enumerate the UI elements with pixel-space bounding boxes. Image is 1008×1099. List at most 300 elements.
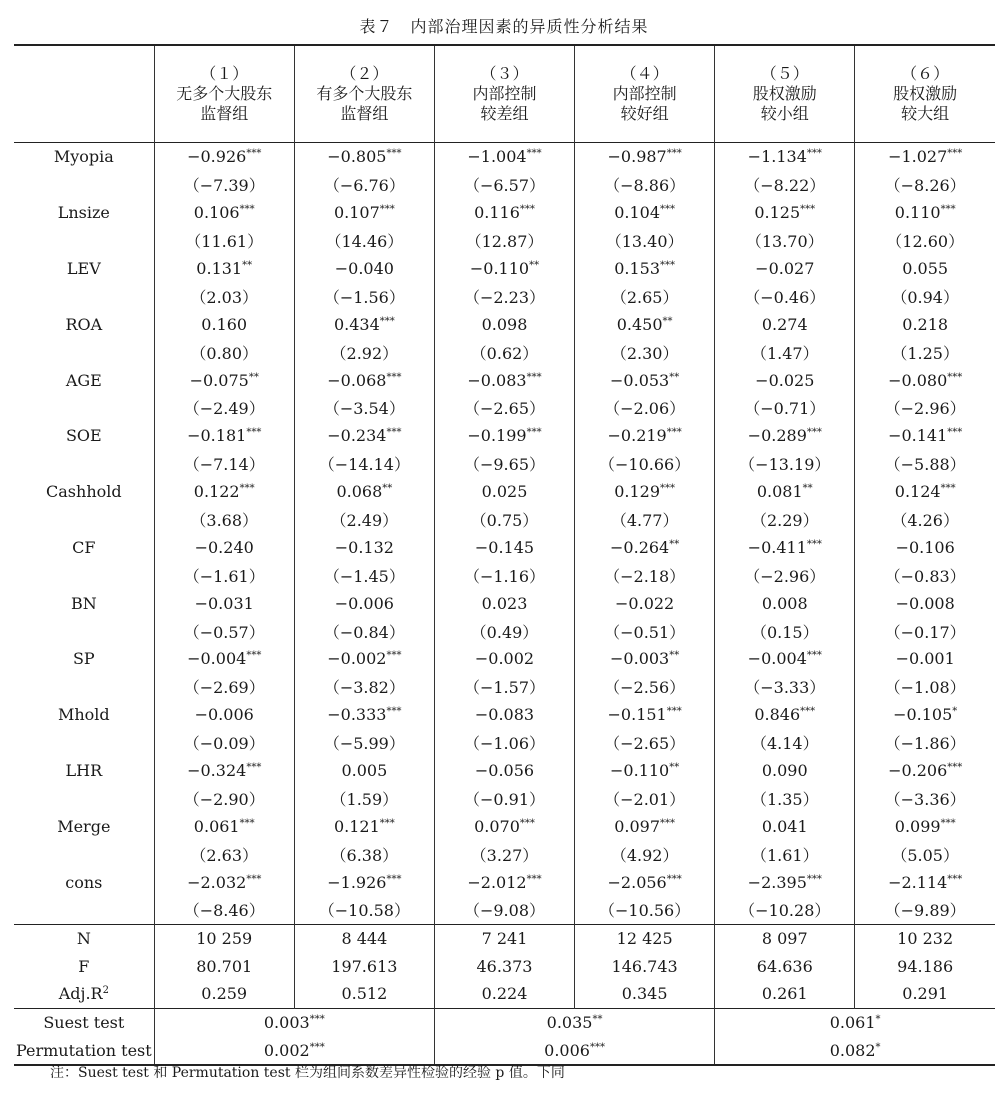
coefficient-cell-value: 0.097 [614, 816, 661, 836]
table-row [14, 953, 995, 981]
t-stat-cell-value: （0.62） [470, 343, 539, 363]
stat-cell [154, 980, 294, 1008]
t-stat-cell [575, 840, 715, 868]
t-stat-cell-value: （14.46） [325, 232, 404, 252]
stat-cell [294, 924, 434, 952]
coefficient-cell-value: 0.068 [336, 482, 383, 502]
t-stat-cell [855, 784, 995, 812]
t-stat-cell-value: （−2.18） [604, 566, 686, 586]
significance-stars: *** [246, 148, 262, 160]
test-cell [154, 1036, 434, 1065]
significance-stars: *** [660, 204, 676, 216]
significance-stars: *** [239, 483, 255, 495]
significance-stars: *** [806, 148, 822, 160]
table-row [14, 757, 995, 785]
t-stat-cell-value: （1.25） [891, 343, 959, 363]
t-stat-cell [434, 840, 574, 868]
coefficient-cell-value: 0.081 [756, 482, 803, 502]
coefficient-cell-value: 0.070 [474, 816, 520, 836]
significance-stars: *** [666, 706, 682, 718]
t-stat-cell [434, 729, 574, 757]
t-stat-cell [154, 282, 294, 310]
significance-stars: *** [246, 762, 262, 774]
t-stat-cell [575, 282, 715, 310]
blank-cell [14, 282, 154, 310]
coefficient-cell [715, 812, 855, 840]
t-stat-cell [855, 282, 995, 310]
blank-cell [14, 338, 154, 366]
stat-cell [855, 980, 995, 1008]
significance-stars: ** [248, 371, 259, 383]
column-header-1 [154, 45, 294, 143]
coefficient-cell [575, 701, 715, 729]
variable-name: Cashhold [46, 482, 122, 502]
t-stat-cell [855, 394, 995, 422]
t-stat-cell-value: （2.49） [330, 511, 399, 531]
significance-stars: ** [669, 650, 680, 662]
t-stat-cell [855, 673, 995, 701]
t-stat-cell [575, 784, 715, 812]
coefficient-cell [575, 199, 715, 227]
coefficient-cell-value: −0.151 [607, 705, 667, 725]
t-stat-cell [434, 896, 574, 924]
t-stat-cell [294, 227, 434, 255]
t-stat-cell-value: （−7.39） [183, 176, 265, 196]
significance-stars: *** [660, 817, 676, 829]
t-stat-cell-value: （0.75） [470, 511, 539, 531]
coefficient-cell-value: 0.218 [902, 314, 949, 334]
t-stat-cell-value: （−1.61） [183, 566, 265, 586]
coefficient-cell [154, 199, 294, 227]
table-row [14, 589, 995, 617]
t-stat-cell [855, 227, 995, 255]
coefficient-cell-value: −0.333 [327, 705, 387, 725]
t-stat-cell [575, 673, 715, 701]
coefficient-cell [855, 533, 995, 561]
t-stat-cell-value: （2.92） [330, 343, 399, 363]
column-header-line2: 较小组 [760, 104, 809, 123]
table-row [14, 338, 995, 366]
t-stat-cell [434, 784, 574, 812]
table-row [14, 980, 995, 1008]
stat-name [14, 980, 154, 1008]
t-stat-cell-value: （−2.96） [744, 566, 826, 586]
significance-stars: *** [246, 427, 262, 439]
significance-stars: ** [592, 1014, 603, 1026]
coefficient-cell [294, 757, 434, 785]
stat-cell-value: 146.743 [611, 956, 678, 976]
coefficient-cell-value: −0.004 [747, 649, 807, 669]
t-stat-cell-value: （−1.45） [323, 566, 405, 586]
coefficient-cell-value: 0.107 [333, 203, 380, 223]
stat-cell-value: 7 241 [481, 929, 528, 949]
significance-stars: *** [519, 817, 535, 829]
stat-cell-value: 46.373 [476, 956, 533, 976]
coefficient-cell [154, 143, 294, 171]
t-stat-cell [855, 561, 995, 589]
stat-cell-value: 80.701 [196, 956, 253, 976]
significance-stars: *** [666, 873, 682, 885]
coefficient-cell [855, 199, 995, 227]
t-stat-cell [715, 673, 855, 701]
t-stat-cell [715, 171, 855, 199]
coefficient-cell-value: 0.041 [761, 816, 808, 836]
coefficient-cell-value: 0.846 [754, 705, 801, 725]
table-row [14, 171, 995, 199]
t-stat-cell [715, 840, 855, 868]
significance-stars: *** [947, 873, 963, 885]
table-row [14, 924, 995, 952]
t-stat-cell-value: （−6.57） [463, 176, 546, 196]
coefficient-cell [434, 255, 574, 283]
coefficient-cell-value: −0.025 [755, 370, 815, 390]
t-stat-cell [154, 784, 294, 812]
coefficient-cell [715, 589, 855, 617]
coefficient-cell [855, 645, 995, 673]
t-stat-cell-value: （−9.08） [463, 901, 546, 921]
significance-stars: *** [386, 650, 402, 662]
coefficient-cell-value: 0.025 [481, 482, 528, 502]
blank-cell [14, 171, 154, 199]
coefficient-cell [575, 757, 715, 785]
coefficient-cell-value: −0.926 [187, 147, 247, 167]
test-cell-value: 0.003 [263, 1013, 310, 1033]
coefficient-cell-value: −0.106 [895, 537, 955, 557]
table-row [14, 1008, 995, 1036]
stat-cell-value: 197.613 [331, 956, 398, 976]
t-stat-cell [154, 561, 294, 589]
coefficient-cell [715, 478, 855, 506]
t-stat-cell [575, 338, 715, 366]
t-stat-cell [154, 896, 294, 924]
coefficient-cell-value: −1.004 [467, 147, 527, 167]
t-stat-cell [294, 617, 434, 645]
t-stat-cell-value: （−3.54） [323, 399, 405, 419]
t-stat-cell [154, 394, 294, 422]
t-stat-cell-value: （11.61） [185, 232, 264, 252]
t-stat-cell-value: （−9.65） [463, 455, 546, 475]
coefficient-cell [294, 366, 434, 394]
table-row [14, 533, 995, 561]
coefficient-cell [294, 478, 434, 506]
significance-stars: *** [379, 204, 395, 216]
coefficient-cell [575, 422, 715, 450]
coefficient-cell [575, 533, 715, 561]
test-name: Permutation test [14, 1036, 154, 1065]
coefficient-cell-value: 0.098 [481, 314, 528, 334]
table-row [14, 422, 995, 450]
column-header-line1: 无多个大股东 [176, 84, 273, 103]
coefficient-cell [434, 478, 574, 506]
test-cell-value: 0.082 [829, 1040, 876, 1060]
coefficient-cell-value: −1.926 [327, 872, 387, 892]
t-stat-cell-value: （1.61） [750, 845, 819, 865]
t-stat-cell-value: （−14.14） [318, 455, 410, 475]
significance-stars: *** [947, 762, 963, 774]
t-stat-cell [434, 282, 574, 310]
column-header-4 [575, 45, 715, 143]
stat-cell [294, 953, 434, 981]
coefficient-cell [434, 422, 574, 450]
t-stat-cell-value: （−8.26） [884, 176, 966, 196]
significance-stars: *** [940, 204, 956, 216]
blank-cell [14, 729, 154, 757]
t-stat-cell-value: （−2.23） [463, 287, 546, 307]
coefficient-cell-value: −0.987 [607, 147, 667, 167]
column-header-line2: 较差组 [480, 104, 529, 123]
t-stat-cell [434, 450, 574, 478]
t-stat-cell [434, 561, 574, 589]
column-header-line2: 监督组 [200, 104, 249, 123]
t-stat-cell [855, 729, 995, 757]
t-stat-cell [434, 171, 574, 199]
column-header-num: （３） [480, 64, 529, 83]
t-stat-cell [855, 896, 995, 924]
table-row [14, 366, 995, 394]
t-stat-cell [855, 617, 995, 645]
significance-stars: *** [947, 148, 963, 160]
coefficient-cell-value: 0.104 [614, 203, 661, 223]
significance-stars: *** [806, 427, 822, 439]
significance-stars: *** [246, 873, 262, 885]
coefficient-cell [434, 589, 574, 617]
coefficient-cell [575, 589, 715, 617]
significance-stars: *** [666, 427, 682, 439]
coefficient-cell [294, 255, 434, 283]
t-stat-cell-value: （−2.06） [604, 399, 686, 419]
table-row [14, 673, 995, 701]
coefficient-cell [154, 701, 294, 729]
variable-name: BN [70, 593, 97, 613]
coefficient-cell-value: −0.289 [747, 426, 807, 446]
coefficient-cell-value: −0.006 [194, 705, 254, 725]
stat-cell [575, 980, 715, 1008]
significance-stars: *** [526, 371, 542, 383]
t-stat-cell [294, 394, 434, 422]
t-stat-cell-value: （−6.76） [323, 176, 405, 196]
coefficient-cell [575, 645, 715, 673]
coefficient-cell [154, 868, 294, 896]
coefficient-cell-value: −0.006 [334, 593, 394, 613]
column-header-num: （２） [340, 64, 389, 83]
coefficient-cell-value: 0.055 [902, 259, 949, 278]
coefficient-cell [154, 366, 294, 394]
table-row [14, 227, 995, 255]
t-stat-cell-value: （0.80） [190, 343, 259, 363]
t-stat-cell [154, 171, 294, 199]
coefficient-cell-value: −0.240 [194, 537, 254, 557]
t-stat-cell [715, 506, 855, 534]
significance-stars: *** [309, 1014, 325, 1026]
stat-cell-value: 0.291 [902, 984, 949, 1004]
stat-cell-value: 10 232 [897, 929, 954, 949]
significance-stars: *** [940, 817, 956, 829]
t-stat-cell-value: （−0.91） [463, 789, 546, 809]
stat-label: N [76, 929, 91, 949]
t-stat-cell-value: （−2.65） [463, 399, 546, 419]
t-stat-cell [154, 506, 294, 534]
column-header-num: （６） [901, 64, 950, 83]
stat-cell-value: 12 425 [616, 929, 673, 949]
table-row [14, 282, 995, 310]
coefficient-cell-value: −0.805 [327, 147, 387, 167]
table-row [14, 868, 995, 896]
coefficient-cell [294, 645, 434, 673]
coefficient-cell-value: 0.116 [474, 203, 520, 223]
significance-stars: *** [666, 148, 682, 160]
coefficient-cell-value: −2.012 [467, 872, 527, 892]
table-row [14, 450, 995, 478]
coefficient-cell [575, 310, 715, 338]
coefficient-cell [154, 422, 294, 450]
blank-cell [14, 784, 154, 812]
significance-stars: *** [940, 483, 956, 495]
coefficient-cell-value: 0.131 [196, 259, 243, 278]
coefficient-cell [855, 701, 995, 729]
coefficient-cell [434, 366, 574, 394]
column-header-line1: 内部控制 [472, 84, 537, 103]
coefficient-cell-value: 0.061 [193, 816, 240, 836]
coefficient-cell-value: −0.008 [895, 593, 955, 613]
column-header-line2: 监督组 [340, 104, 389, 123]
coefficient-cell [294, 868, 434, 896]
t-stat-cell-value: （0.15） [750, 622, 819, 642]
t-stat-cell-value: （−10.58） [318, 901, 410, 921]
t-stat-cell [434, 617, 574, 645]
column-header-line1: 有多个大股东 [316, 84, 413, 103]
coefficient-cell [715, 310, 855, 338]
t-stat-cell-value: （1.59） [330, 789, 399, 809]
t-stat-cell-value: （−8.46） [183, 901, 265, 921]
table-row [14, 310, 995, 338]
coefficient-cell [294, 812, 434, 840]
coefficient-cell-value: −0.053 [610, 370, 670, 390]
significance-stars: *** [660, 483, 676, 495]
coefficient-cell [575, 478, 715, 506]
t-stat-cell-value: （3.27） [470, 845, 539, 865]
coefficient-cell [855, 589, 995, 617]
coefficient-cell [575, 868, 715, 896]
coefficient-cell-value: −0.141 [888, 426, 948, 446]
coefficient-cell-value: 0.450 [616, 314, 663, 334]
t-stat-cell-value: （−0.71） [744, 399, 826, 419]
coefficient-cell-value: −0.001 [895, 649, 955, 669]
column-header-line2: 较大组 [901, 104, 950, 123]
coefficient-cell [434, 645, 574, 673]
significance-stars: ** [529, 260, 540, 271]
table-row [14, 394, 995, 422]
coefficient-cell-value: 0.129 [614, 482, 661, 502]
coefficient-cell-value: −0.003 [610, 649, 670, 669]
coefficient-cell [434, 868, 574, 896]
t-stat-cell [294, 506, 434, 534]
coefficient-cell [294, 422, 434, 450]
test-cell-value: 0.061 [829, 1013, 876, 1033]
significance-stars: *** [386, 873, 402, 885]
variable-name: SP [72, 649, 95, 669]
t-stat-cell [154, 227, 294, 255]
significance-stars: *** [239, 817, 255, 829]
coefficient-cell [294, 143, 434, 171]
t-stat-cell [294, 338, 434, 366]
table-row [14, 143, 995, 171]
coefficient-cell-value: −0.234 [327, 426, 387, 446]
t-stat-cell-value: （13.40） [605, 232, 684, 252]
t-stat-cell [575, 171, 715, 199]
stat-cell [855, 924, 995, 952]
stat-cell-value: 0.224 [481, 984, 528, 1004]
stat-cell [575, 924, 715, 952]
significance-stars: *** [309, 1041, 325, 1053]
stat-cell-value: 8 444 [341, 929, 388, 949]
t-stat-cell-value: （3.68） [190, 511, 259, 531]
significance-stars: ** [242, 260, 253, 271]
coefficient-cell-value: −1.134 [747, 147, 807, 167]
t-stat-cell [715, 784, 855, 812]
t-stat-cell [294, 729, 434, 757]
coefficient-cell [715, 366, 855, 394]
coefficient-cell [715, 701, 855, 729]
table-row [14, 199, 995, 227]
significance-stars: *** [386, 148, 402, 160]
coefficient-cell [434, 533, 574, 561]
t-stat-cell [575, 506, 715, 534]
t-stat-cell [715, 561, 855, 589]
t-stat-cell-value: （0.94） [891, 287, 959, 307]
coefficient-cell-value: 0.106 [193, 203, 240, 223]
t-stat-cell-value: （−0.83） [884, 566, 966, 586]
t-stat-cell-value: （−2.96） [884, 399, 966, 419]
coefficient-cell-value: 0.099 [894, 816, 941, 836]
test-name: Suest test [14, 1008, 154, 1036]
significance-stars: *** [519, 204, 535, 216]
coefficient-cell [154, 757, 294, 785]
t-stat-cell [154, 729, 294, 757]
variable-name: AGE [65, 370, 102, 390]
coefficient-cell-value: −0.411 [747, 537, 807, 557]
t-stat-cell [575, 561, 715, 589]
t-stat-cell [294, 673, 434, 701]
variable-name: LHR [65, 761, 103, 781]
coefficient-cell [434, 701, 574, 729]
t-stat-cell [154, 673, 294, 701]
coefficient-cell-value: −0.056 [474, 761, 535, 781]
t-stat-cell-value: （−0.17） [884, 622, 966, 642]
coefficient-cell [715, 868, 855, 896]
coefficient-cell-value: −0.083 [467, 370, 527, 390]
table-row [14, 645, 995, 673]
variable-name: ROA [65, 314, 103, 334]
t-stat-cell-value: （−1.16） [463, 566, 546, 586]
t-stat-cell-value: （12.60） [886, 232, 965, 252]
coefficient-cell [715, 143, 855, 171]
t-stat-cell-value: （−5.88） [884, 455, 966, 475]
coefficient-cell [855, 255, 995, 283]
t-stat-cell-value: （−2.90） [183, 789, 265, 809]
header-row [14, 45, 995, 143]
t-stat-cell-value: （4.26） [891, 511, 959, 531]
significance-stars: *** [526, 873, 542, 885]
coefficient-cell [575, 366, 715, 394]
t-stat-cell-value: （2.63） [190, 845, 259, 865]
t-stat-cell [294, 896, 434, 924]
t-stat-cell-value: （−0.46） [744, 287, 826, 307]
t-stat-cell-value: （4.92） [610, 845, 679, 865]
table-row [14, 617, 995, 645]
coefficient-cell [294, 589, 434, 617]
t-stat-cell-value: （−0.51） [604, 622, 686, 642]
column-header-num: （１） [200, 64, 249, 83]
